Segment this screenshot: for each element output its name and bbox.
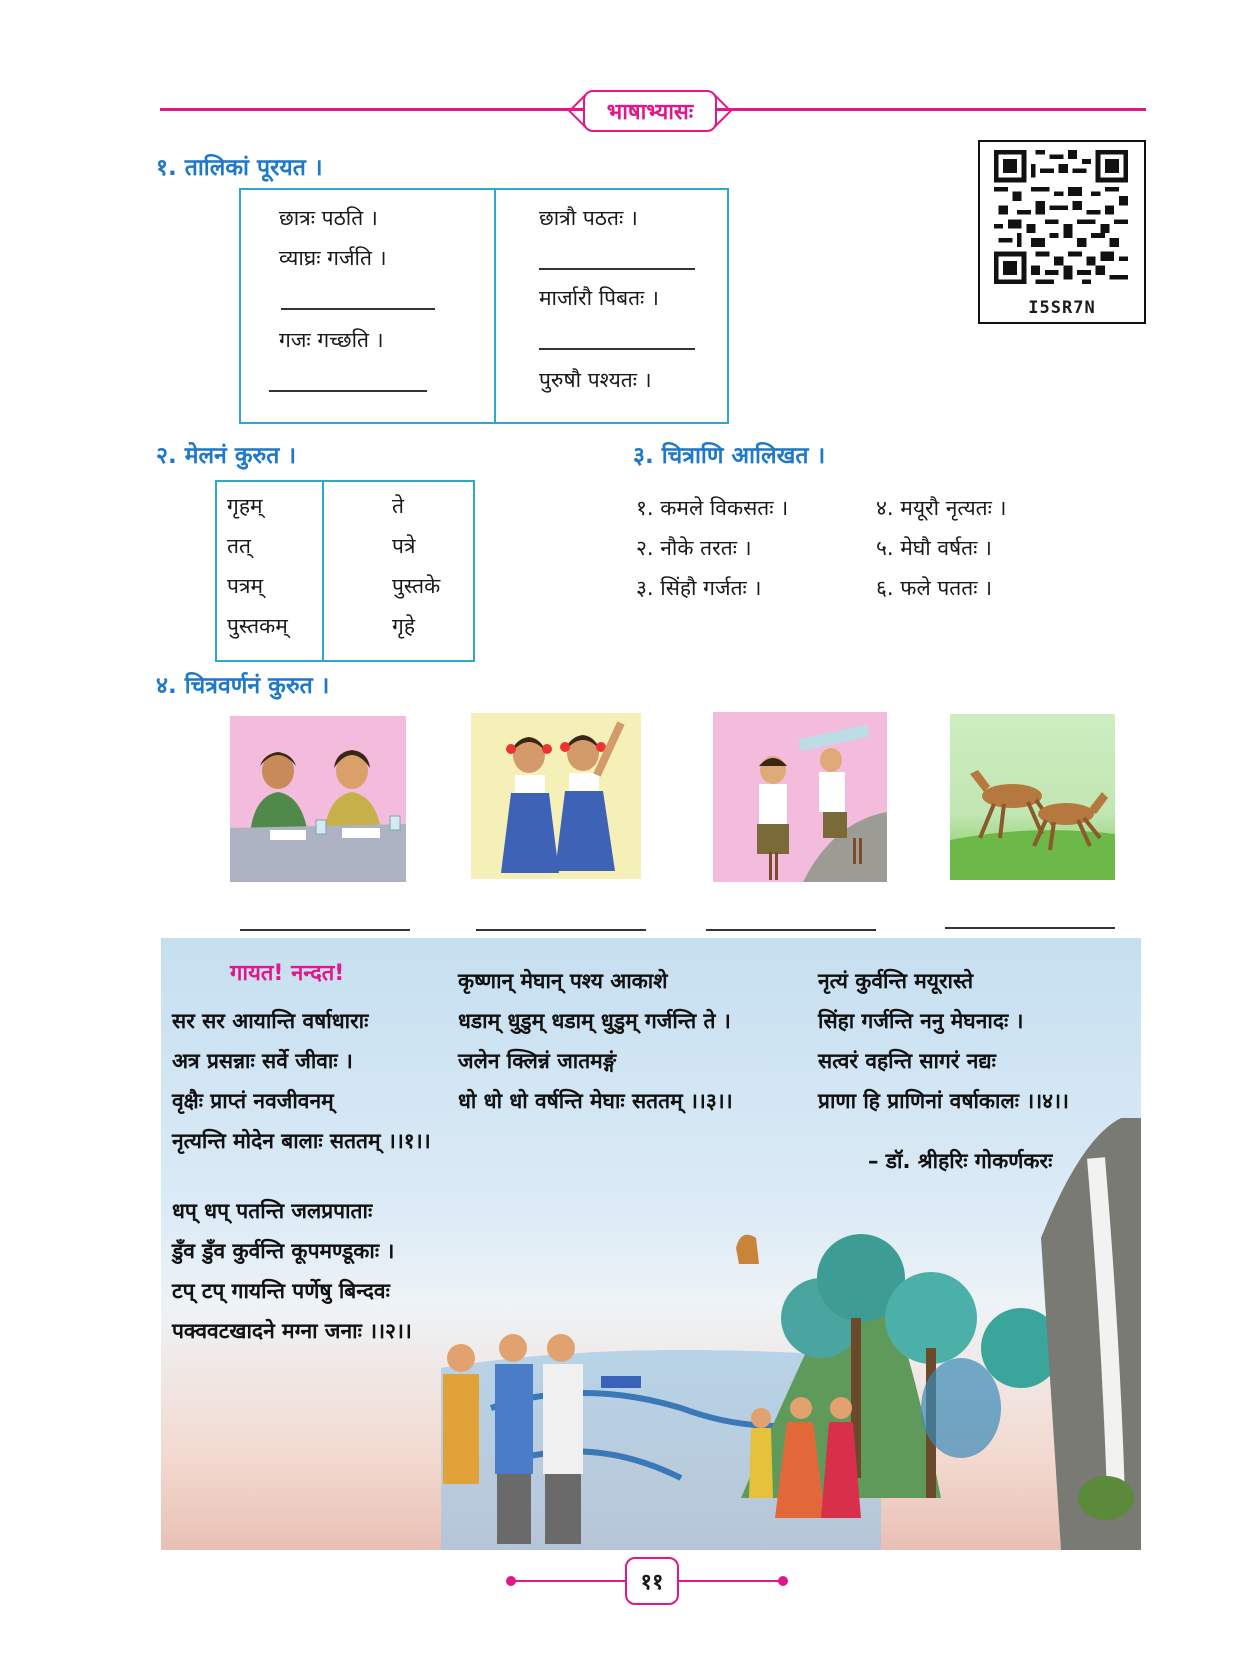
q3-title: ३. चित्राणि आलिखत । xyxy=(633,443,826,469)
blank-line[interactable] xyxy=(269,390,427,392)
poem-line: धप् धप् पतन्ति जलप्रपाताः xyxy=(172,1199,373,1223)
picture-teachers xyxy=(230,716,406,882)
table-cell: छात्रौ पठतः । xyxy=(539,206,638,230)
poem-line: प्राणा हि प्राणिनां वर्षाकालः ।।४।। xyxy=(818,1089,1070,1113)
table-cell: मार्जारौ पिबतः । xyxy=(539,286,659,310)
answer-line[interactable] xyxy=(706,929,876,931)
picture-deer xyxy=(950,714,1115,880)
poem-line: डुँव डुँव कुर्वन्ति कूपमण्डूकाः । xyxy=(172,1239,395,1263)
picture-cricket xyxy=(713,712,887,882)
match-right: ते xyxy=(392,494,404,518)
qr-code[interactable] xyxy=(978,140,1146,324)
match-left: गृहम् xyxy=(227,494,263,518)
poem-line: जलेन क्लिन्नं जातमङ्गं xyxy=(458,1049,617,1073)
list-item: ५. मेघौ वर्षतः । xyxy=(876,536,993,560)
list-item: २. नौके तरतः । xyxy=(636,536,752,560)
qr-pattern-icon xyxy=(990,150,1132,284)
poem-line: सर सर आयान्ति वर्षाधाराः xyxy=(172,1009,369,1033)
match-left: तत् xyxy=(227,534,251,558)
q2-title: २. मेलनं कुरुत । xyxy=(156,443,297,469)
answer-line[interactable] xyxy=(476,929,646,931)
poem-line: नृत्यं कुर्वन्ति मयूरास्ते xyxy=(818,969,974,993)
poem-line: पक्ववटखादने मग्ना जनाः ।।२।। xyxy=(172,1319,412,1343)
match-left: पत्रम् xyxy=(227,574,264,598)
list-item: ४. मयूरौ नृत्यतः । xyxy=(876,496,1007,520)
qr-code-label: I5SR7N xyxy=(1028,298,1096,318)
match-left: पुस्तकम् xyxy=(227,614,288,638)
list-item: १. कमले विकसतः । xyxy=(636,496,789,520)
table-cell: व्याघ्रः गर्जति । xyxy=(279,246,387,270)
match-table xyxy=(215,480,475,662)
poem-author: – डॉ. श्रीहरिः गोकर्णकरः xyxy=(868,1149,1053,1173)
table-cell: गजः गच्छति । xyxy=(279,328,384,352)
table-divider xyxy=(322,482,324,660)
answer-line[interactable] xyxy=(240,929,410,931)
poem-line: टप् टप् गायन्ति पर्णेषु बिन्दवः xyxy=(172,1279,390,1303)
poem-line: कृष्णान् मेघान् पश्य आकाशे xyxy=(458,969,668,993)
page-number: ११ xyxy=(625,1557,679,1605)
blank-line[interactable] xyxy=(539,348,695,350)
poem-line: वृक्षैः प्राप्तं नवजीवनम् xyxy=(172,1089,334,1113)
poem-line: धडाम् धुडुम् धडाम् धुडुम् गर्जन्ति ते । xyxy=(458,1009,731,1033)
poem-line: अत्र प्रसन्नाः सर्वे जीवाः । xyxy=(172,1049,353,1073)
q4-title: ४. चित्रवर्णनं कुरुत । xyxy=(156,673,330,699)
poem-line: सिंहा गर्जन्ति ननु मेघनादः । xyxy=(818,1009,1024,1033)
poem-title: गायत! नन्दत! xyxy=(230,961,345,986)
answer-line[interactable] xyxy=(945,927,1115,929)
match-right: पुस्तके xyxy=(392,574,441,598)
q1-title: १. तालिकां पूरयत । xyxy=(156,155,323,181)
match-right: गृहे xyxy=(392,614,415,638)
footer-dot xyxy=(778,1576,788,1586)
poem-line: सत्वरं वहन्ति सागरं नद्यः xyxy=(818,1049,996,1073)
picture-girls xyxy=(471,713,641,879)
fill-table xyxy=(239,188,729,424)
poem-line: धो धो धो वर्षन्ति मेघाः सततम् ।।३।। xyxy=(458,1089,733,1113)
list-item: ६. फले पततः । xyxy=(876,576,993,600)
table-cell: पुरुषौ पश्यतः । xyxy=(539,368,652,392)
poem-line: नृत्यन्ति मोदेन बालाः सततम् ।।१।। xyxy=(172,1129,431,1153)
table-cell: छात्रः पठति । xyxy=(279,206,378,230)
blank-line[interactable] xyxy=(281,308,435,310)
footer-dot xyxy=(506,1576,516,1586)
table-divider xyxy=(494,190,496,422)
blank-line[interactable] xyxy=(539,268,695,270)
section-title: भाषाभ्यासः xyxy=(583,90,717,132)
match-right: पत्रे xyxy=(392,534,416,558)
list-item: ३. सिंहौ गर्जतः । xyxy=(636,576,762,600)
